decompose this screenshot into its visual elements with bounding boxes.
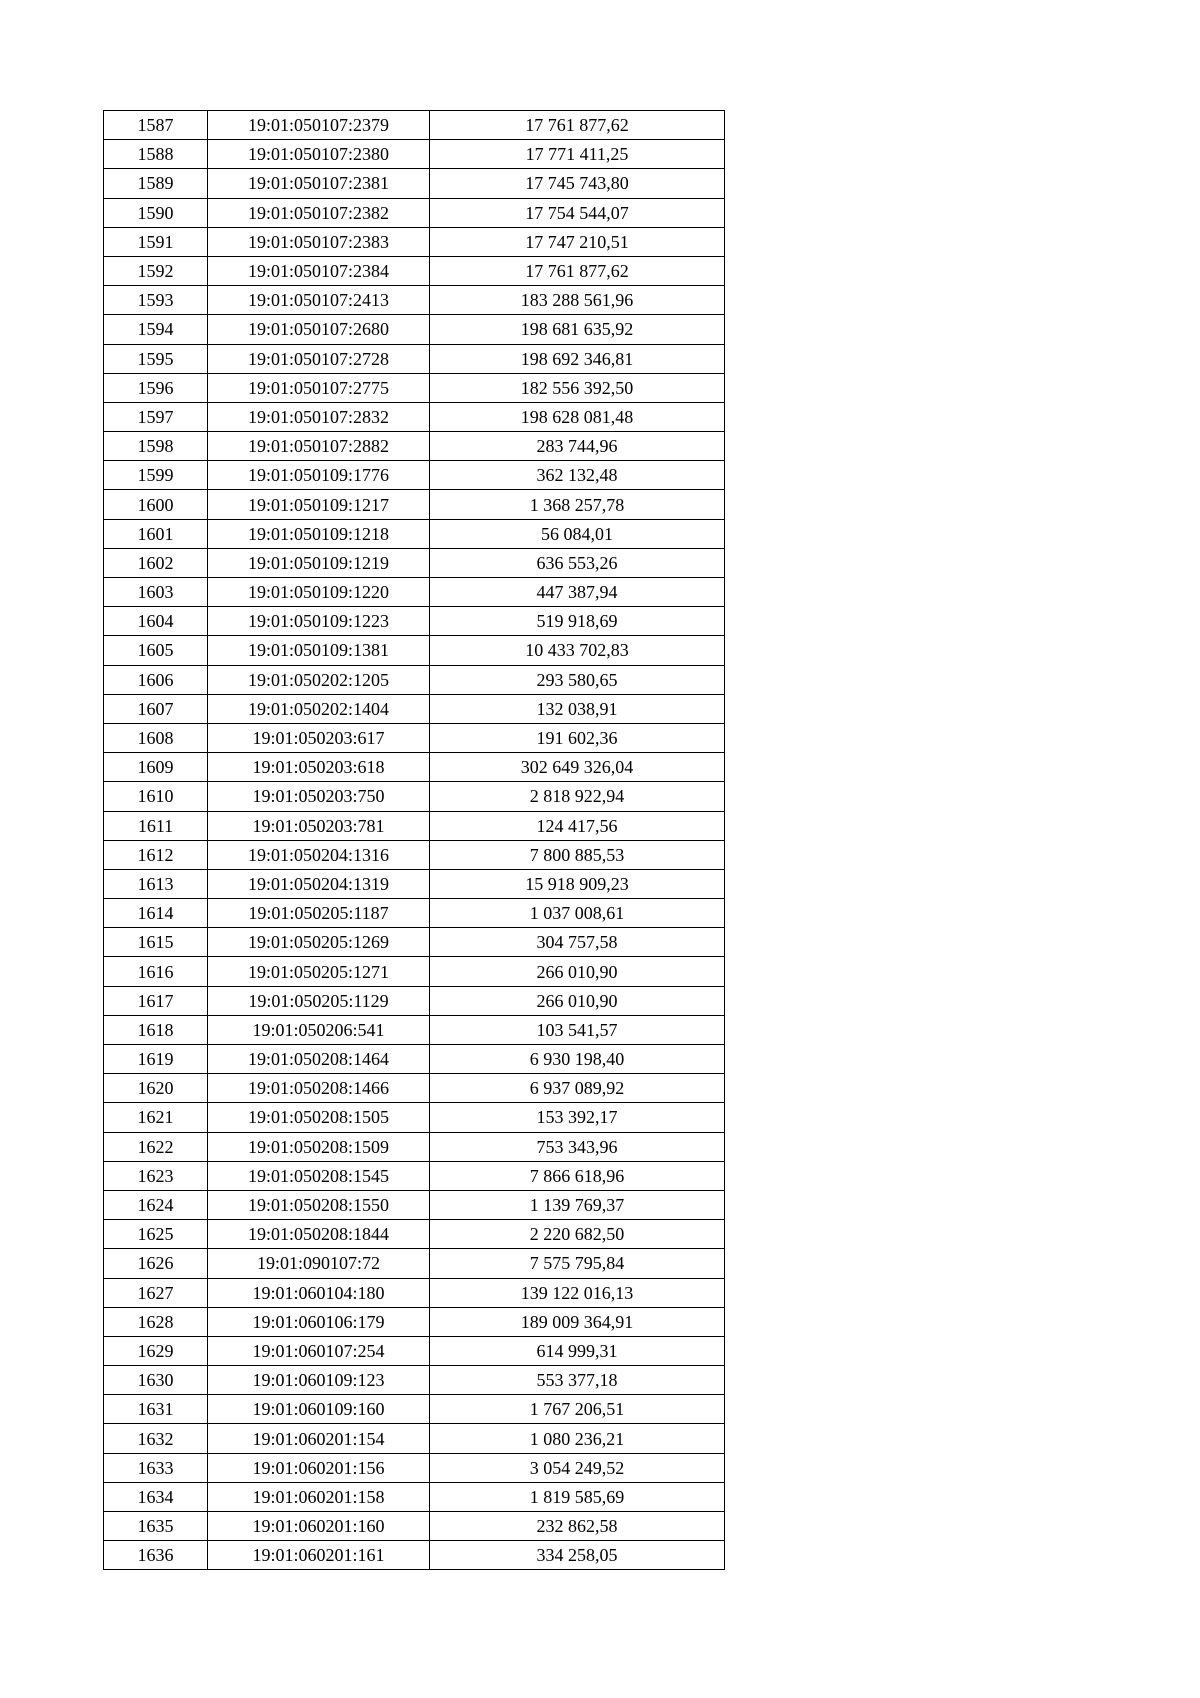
cadastral-value-cell: 124 417,56 — [430, 811, 725, 840]
cadastral-value-cell: 10 433 702,83 — [430, 636, 725, 665]
cadastral-value-cell: 636 553,26 — [430, 548, 725, 577]
cadastral-number-cell: 19:01:050109:1218 — [208, 519, 430, 548]
cadastral-number-cell: 19:01:050208:1464 — [208, 1045, 430, 1074]
cadastral-value-cell: 7 575 795,84 — [430, 1249, 725, 1278]
table-row — [104, 286, 725, 315]
cadastral-number-cell: 19:01:060107:254 — [208, 1336, 430, 1365]
table-row — [104, 1249, 725, 1278]
row-number-cell: 1614 — [104, 899, 208, 928]
row-number-cell: 1605 — [104, 636, 208, 665]
cadastral-value-cell: 1 368 257,78 — [430, 490, 725, 519]
cadastral-value-cell: 3 054 249,52 — [430, 1453, 725, 1482]
cadastral-value-cell: 17 754 544,07 — [430, 198, 725, 227]
cadastral-value-cell: 519 918,69 — [430, 607, 725, 636]
cadastral-number-cell: 19:01:050208:1509 — [208, 1132, 430, 1161]
row-number-cell: 1588 — [104, 140, 208, 169]
row-number-cell: 1635 — [104, 1512, 208, 1541]
cadastral-number-cell: 19:01:060104:180 — [208, 1278, 430, 1307]
cadastral-number-cell: 19:01:050107:2413 — [208, 286, 430, 315]
table-row — [104, 461, 725, 490]
table-row — [104, 1220, 725, 1249]
cadastral-value-cell: 302 649 326,04 — [430, 753, 725, 782]
cadastral-value-cell: 6 930 198,40 — [430, 1045, 725, 1074]
row-number-cell: 1625 — [104, 1220, 208, 1249]
cadastral-number-cell: 19:01:050205:1187 — [208, 899, 430, 928]
row-number-cell: 1616 — [104, 957, 208, 986]
cadastral-number-cell: 19:01:050208:1545 — [208, 1161, 430, 1190]
table-row — [104, 607, 725, 636]
table-row — [104, 957, 725, 986]
row-number-cell: 1606 — [104, 665, 208, 694]
row-number-cell: 1603 — [104, 578, 208, 607]
row-number-cell: 1613 — [104, 869, 208, 898]
row-number-cell: 1612 — [104, 840, 208, 869]
row-number-cell: 1620 — [104, 1074, 208, 1103]
row-number-cell: 1600 — [104, 490, 208, 519]
row-number-cell: 1636 — [104, 1541, 208, 1570]
cadastral-number-cell: 19:01:050107:2728 — [208, 344, 430, 373]
cadastral-number-cell: 19:01:050205:1129 — [208, 986, 430, 1015]
table-row — [104, 1015, 725, 1044]
table-row — [104, 169, 725, 198]
row-number-cell: 1621 — [104, 1103, 208, 1132]
cadastral-number-cell: 19:01:050206:541 — [208, 1015, 430, 1044]
row-number-cell: 1626 — [104, 1249, 208, 1278]
cadastral-number-cell: 19:01:050107:2380 — [208, 140, 430, 169]
table-row — [104, 373, 725, 402]
cadastral-value-cell: 6 937 089,92 — [430, 1074, 725, 1103]
cadastral-value-cell: 1 767 206,51 — [430, 1395, 725, 1424]
cadastral-number-cell: 19:01:060201:154 — [208, 1424, 430, 1453]
cadastral-value-cell: 1 080 236,21 — [430, 1424, 725, 1453]
cadastral-number-cell: 19:01:050107:2384 — [208, 256, 430, 285]
cadastral-value-cell: 1 139 769,37 — [430, 1190, 725, 1219]
row-number-cell: 1599 — [104, 461, 208, 490]
row-number-cell: 1615 — [104, 928, 208, 957]
table-row — [104, 315, 725, 344]
cadastral-value-cell: 17 761 877,62 — [430, 111, 725, 140]
cadastral-number-cell: 19:01:050203:750 — [208, 782, 430, 811]
cadastral-number-cell: 19:01:050202:1404 — [208, 694, 430, 723]
cadastral-value-cell: 183 288 561,96 — [430, 286, 725, 315]
cadastral-value-table — [103, 110, 725, 1570]
row-number-cell: 1632 — [104, 1424, 208, 1453]
cadastral-value-cell: 198 628 081,48 — [430, 402, 725, 431]
cadastral-value-cell: 232 862,58 — [430, 1512, 725, 1541]
table-row — [104, 723, 725, 752]
row-number-cell: 1631 — [104, 1395, 208, 1424]
cadastral-value-cell: 17 747 210,51 — [430, 227, 725, 256]
table-row — [104, 1366, 725, 1395]
cadastral-value-cell: 153 392,17 — [430, 1103, 725, 1132]
cadastral-value-cell: 266 010,90 — [430, 957, 725, 986]
cadastral-number-cell: 19:01:050109:1219 — [208, 548, 430, 577]
cadastral-value-cell: 614 999,31 — [430, 1336, 725, 1365]
row-number-cell: 1592 — [104, 256, 208, 285]
row-number-cell: 1617 — [104, 986, 208, 1015]
table-row — [104, 1541, 725, 1570]
row-number-cell: 1596 — [104, 373, 208, 402]
row-number-cell: 1594 — [104, 315, 208, 344]
cadastral-value-cell: 753 343,96 — [430, 1132, 725, 1161]
row-number-cell: 1598 — [104, 432, 208, 461]
table-row — [104, 1190, 725, 1219]
cadastral-value-cell: 56 084,01 — [430, 519, 725, 548]
row-number-cell: 1634 — [104, 1482, 208, 1511]
table-row — [104, 986, 725, 1015]
table-row — [104, 636, 725, 665]
cadastral-value-cell: 447 387,94 — [430, 578, 725, 607]
table-row — [104, 899, 725, 928]
cadastral-number-cell: 19:01:050107:2775 — [208, 373, 430, 402]
cadastral-number-cell: 19:01:050109:1381 — [208, 636, 430, 665]
table-row — [104, 1482, 725, 1511]
cadastral-number-cell: 19:01:060201:161 — [208, 1541, 430, 1570]
row-number-cell: 1591 — [104, 227, 208, 256]
row-number-cell: 1589 — [104, 169, 208, 198]
row-number-cell: 1609 — [104, 753, 208, 782]
cadastral-value-cell: 198 681 635,92 — [430, 315, 725, 344]
cadastral-value-cell: 1 819 585,69 — [430, 1482, 725, 1511]
cadastral-number-cell: 19:01:050107:2379 — [208, 111, 430, 140]
table-row — [104, 1512, 725, 1541]
table-row — [104, 227, 725, 256]
row-number-cell: 1595 — [104, 344, 208, 373]
row-number-cell: 1608 — [104, 723, 208, 752]
cadastral-value-cell: 17 761 877,62 — [430, 256, 725, 285]
cadastral-value-cell: 132 038,91 — [430, 694, 725, 723]
table-row — [104, 344, 725, 373]
table-row — [104, 1103, 725, 1132]
table-row — [104, 694, 725, 723]
table-row — [104, 869, 725, 898]
cadastral-value-cell: 362 132,48 — [430, 461, 725, 490]
table-row — [104, 1336, 725, 1365]
cadastral-number-cell: 19:01:050205:1271 — [208, 957, 430, 986]
cadastral-number-cell: 19:01:050107:2680 — [208, 315, 430, 344]
row-number-cell: 1597 — [104, 402, 208, 431]
row-number-cell: 1628 — [104, 1307, 208, 1336]
row-number-cell: 1601 — [104, 519, 208, 548]
cadastral-value-cell: 1 037 008,61 — [430, 899, 725, 928]
row-number-cell: 1624 — [104, 1190, 208, 1219]
cadastral-value-cell: 17 771 411,25 — [430, 140, 725, 169]
cadastral-number-cell: 19:01:050203:618 — [208, 753, 430, 782]
cadastral-number-cell: 19:01:050107:2383 — [208, 227, 430, 256]
cadastral-number-cell: 19:01:090107:72 — [208, 1249, 430, 1278]
table-body — [104, 111, 725, 1570]
cadastral-value-cell: 293 580,65 — [430, 665, 725, 694]
row-number-cell: 1630 — [104, 1366, 208, 1395]
cadastral-value-cell: 2 818 922,94 — [430, 782, 725, 811]
cadastral-number-cell: 19:01:050204:1319 — [208, 869, 430, 898]
row-number-cell: 1619 — [104, 1045, 208, 1074]
table-row — [104, 1395, 725, 1424]
table-row — [104, 432, 725, 461]
row-number-cell: 1607 — [104, 694, 208, 723]
cadastral-number-cell: 19:01:050107:2832 — [208, 402, 430, 431]
cadastral-number-cell: 19:01:060201:156 — [208, 1453, 430, 1482]
table-row — [104, 1453, 725, 1482]
cadastral-value-cell: 139 122 016,13 — [430, 1278, 725, 1307]
cadastral-value-cell: 7 800 885,53 — [430, 840, 725, 869]
cadastral-number-cell: 19:01:050107:2882 — [208, 432, 430, 461]
row-number-cell: 1587 — [104, 111, 208, 140]
row-number-cell: 1627 — [104, 1278, 208, 1307]
cadastral-value-cell: 191 602,36 — [430, 723, 725, 752]
cadastral-number-cell: 19:01:060201:158 — [208, 1482, 430, 1511]
cadastral-value-cell: 15 918 909,23 — [430, 869, 725, 898]
table-row — [104, 490, 725, 519]
table-row — [104, 402, 725, 431]
cadastral-number-cell: 19:01:060201:160 — [208, 1512, 430, 1541]
table-row — [104, 928, 725, 957]
table-row — [104, 1424, 725, 1453]
table-row — [104, 548, 725, 577]
cadastral-number-cell: 19:01:050208:1505 — [208, 1103, 430, 1132]
row-number-cell: 1629 — [104, 1336, 208, 1365]
table-row — [104, 1132, 725, 1161]
table-row — [104, 140, 725, 169]
cadastral-value-cell: 266 010,90 — [430, 986, 725, 1015]
table-row — [104, 198, 725, 227]
cadastral-value-cell: 17 745 743,80 — [430, 169, 725, 198]
cadastral-value-cell: 198 692 346,81 — [430, 344, 725, 373]
cadastral-number-cell: 19:01:050109:1220 — [208, 578, 430, 607]
cadastral-value-cell: 334 258,05 — [430, 1541, 725, 1570]
cadastral-number-cell: 19:01:060109:160 — [208, 1395, 430, 1424]
cadastral-number-cell: 19:01:060106:179 — [208, 1307, 430, 1336]
row-number-cell: 1611 — [104, 811, 208, 840]
cadastral-value-cell: 283 744,96 — [430, 432, 725, 461]
table-row — [104, 1278, 725, 1307]
table-row — [104, 578, 725, 607]
cadastral-number-cell: 19:01:050107:2381 — [208, 169, 430, 198]
cadastral-number-cell: 19:01:050203:617 — [208, 723, 430, 752]
cadastral-number-cell: 19:01:050202:1205 — [208, 665, 430, 694]
row-number-cell: 1623 — [104, 1161, 208, 1190]
row-number-cell: 1633 — [104, 1453, 208, 1482]
cadastral-value-cell: 103 541,57 — [430, 1015, 725, 1044]
table-row — [104, 811, 725, 840]
table-row — [104, 782, 725, 811]
cadastral-number-cell: 19:01:050203:781 — [208, 811, 430, 840]
cadastral-number-cell: 19:01:050109:1217 — [208, 490, 430, 519]
row-number-cell: 1610 — [104, 782, 208, 811]
row-number-cell: 1604 — [104, 607, 208, 636]
table-row — [104, 1307, 725, 1336]
cadastral-value-cell: 7 866 618,96 — [430, 1161, 725, 1190]
table-row — [104, 840, 725, 869]
cadastral-number-cell: 19:01:050208:1466 — [208, 1074, 430, 1103]
cadastral-value-cell: 189 009 364,91 — [430, 1307, 725, 1336]
cadastral-number-cell: 19:01:050204:1316 — [208, 840, 430, 869]
cadastral-number-cell: 19:01:050109:1223 — [208, 607, 430, 636]
cadastral-number-cell: 19:01:060109:123 — [208, 1366, 430, 1395]
table-row — [104, 753, 725, 782]
row-number-cell: 1618 — [104, 1015, 208, 1044]
cadastral-value-cell: 304 757,58 — [430, 928, 725, 957]
row-number-cell: 1602 — [104, 548, 208, 577]
cadastral-value-cell: 2 220 682,50 — [430, 1220, 725, 1249]
row-number-cell: 1590 — [104, 198, 208, 227]
table-row — [104, 1161, 725, 1190]
table-row — [104, 1045, 725, 1074]
cadastral-value-cell: 182 556 392,50 — [430, 373, 725, 402]
table-row — [104, 1074, 725, 1103]
row-number-cell: 1622 — [104, 1132, 208, 1161]
cadastral-number-cell: 19:01:050107:2382 — [208, 198, 430, 227]
row-number-cell: 1593 — [104, 286, 208, 315]
cadastral-number-cell: 19:01:050109:1776 — [208, 461, 430, 490]
cadastral-value-cell: 553 377,18 — [430, 1366, 725, 1395]
table-row — [104, 519, 725, 548]
cadastral-number-cell: 19:01:050208:1844 — [208, 1220, 430, 1249]
table-row — [104, 256, 725, 285]
table-row — [104, 111, 725, 140]
cadastral-number-cell: 19:01:050205:1269 — [208, 928, 430, 957]
cadastral-number-cell: 19:01:050208:1550 — [208, 1190, 430, 1219]
table-row — [104, 665, 725, 694]
